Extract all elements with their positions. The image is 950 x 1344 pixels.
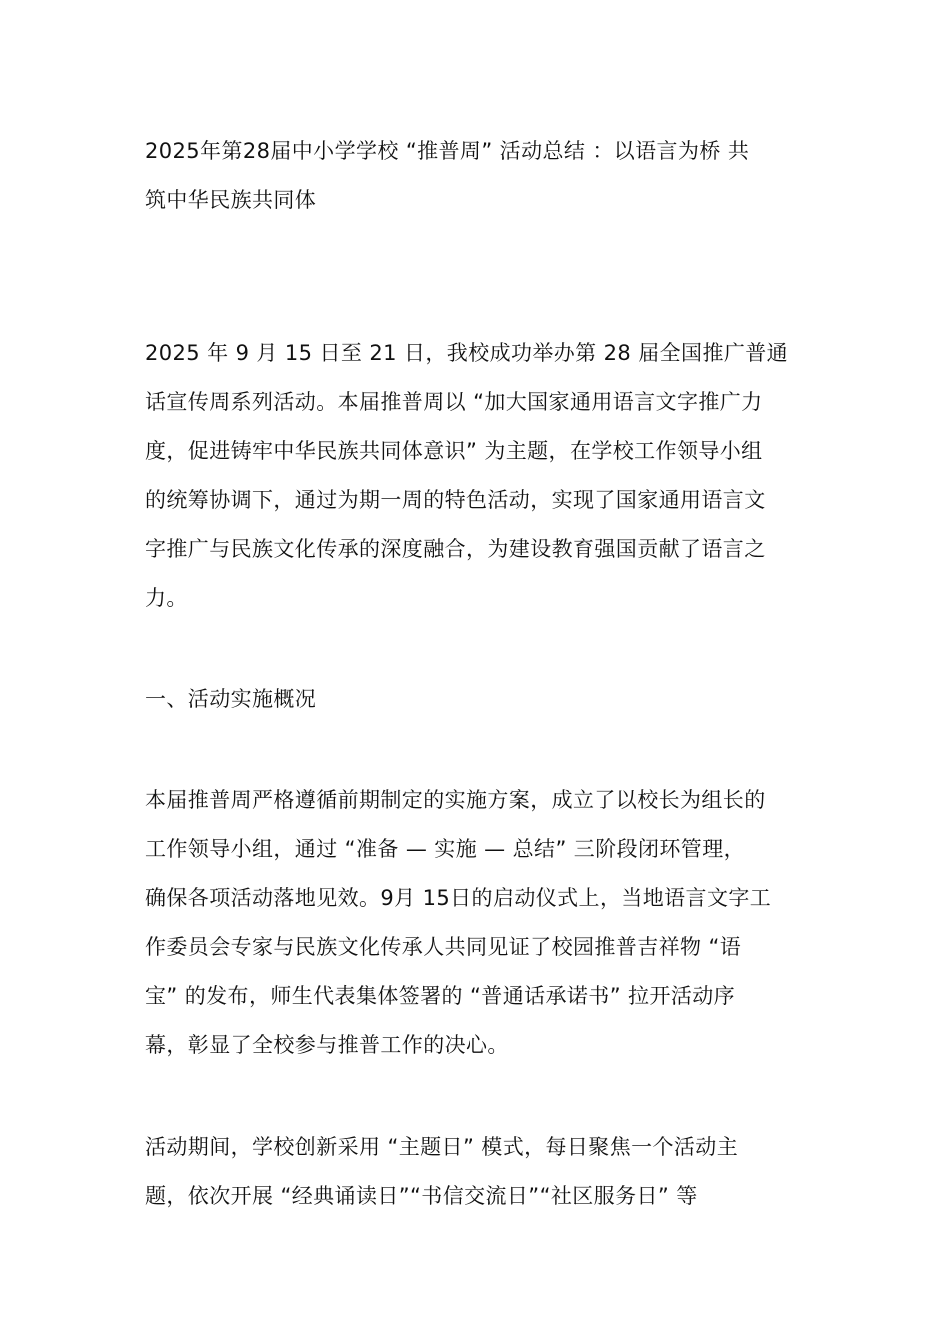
section-1-heading: 一、活动实施概况 <box>145 687 317 711</box>
paragraph-2-line-4: 作委员会专家与民族文化传承人共同见证了校园推普吉祥物 “语 <box>145 935 742 959</box>
paragraph-1-line-3: 度，促进铸牢中华民族共同体意识” 为主题，在学校工作领导小组 <box>145 439 763 463</box>
paragraph-2-line-3: 确保各项活动落地见效。9月 15日的启动仪式上，当地语言文字工 <box>145 886 772 910</box>
paragraph-3-line-2: 题，依次开展 “经典诵读日”“书信交流日”“社区服务日” 等 <box>145 1184 698 1208</box>
paragraph-2-line-6: 幕，彰显了全校参与推普工作的决心。 <box>145 1033 509 1057</box>
paragraph-3-line-1: 活动期间，学校创新采用 “主题日” 模式，每日聚焦一个活动主 <box>145 1135 739 1159</box>
paragraph-1-line-6: 力。 <box>145 586 188 610</box>
paragraph-1-line-1: 2025 年 9 月 15 日至 21 日，我校成功举办第 28 届全国推广普通 <box>145 341 789 365</box>
title-line-1: 2025年第28届中小学学校 “推普周” 活动总结 ：以语言为桥 共 <box>145 139 750 163</box>
paragraph-2-line-1: 本届推普周严格遵循前期制定的实施方案，成立了以校长为组长的 <box>145 788 766 812</box>
paragraph-2-line-5: 宝” 的发布，师生代表集体签署的 “普通话承诺书” 拉开活动序 <box>145 984 736 1008</box>
title-line-2: 筑中华民族共同体 <box>145 188 317 212</box>
paragraph-2-line-2: 工作领导小组，通过 “准备 — 实施 — 总结” 三阶段闭环管理， <box>145 837 746 861</box>
paragraph-1-line-5: 字推广与民族文化传承的深度融合，为建设教育强国贡献了语言之 <box>145 537 766 561</box>
paragraph-1-line-2: 话宣传周系列活动。本届推普周以 “加大国家通用语言文字推广力 <box>145 390 763 414</box>
paragraph-1-line-4: 的统筹协调下，通过为期一周的特色活动，实现了国家通用语言文 <box>145 488 766 512</box>
